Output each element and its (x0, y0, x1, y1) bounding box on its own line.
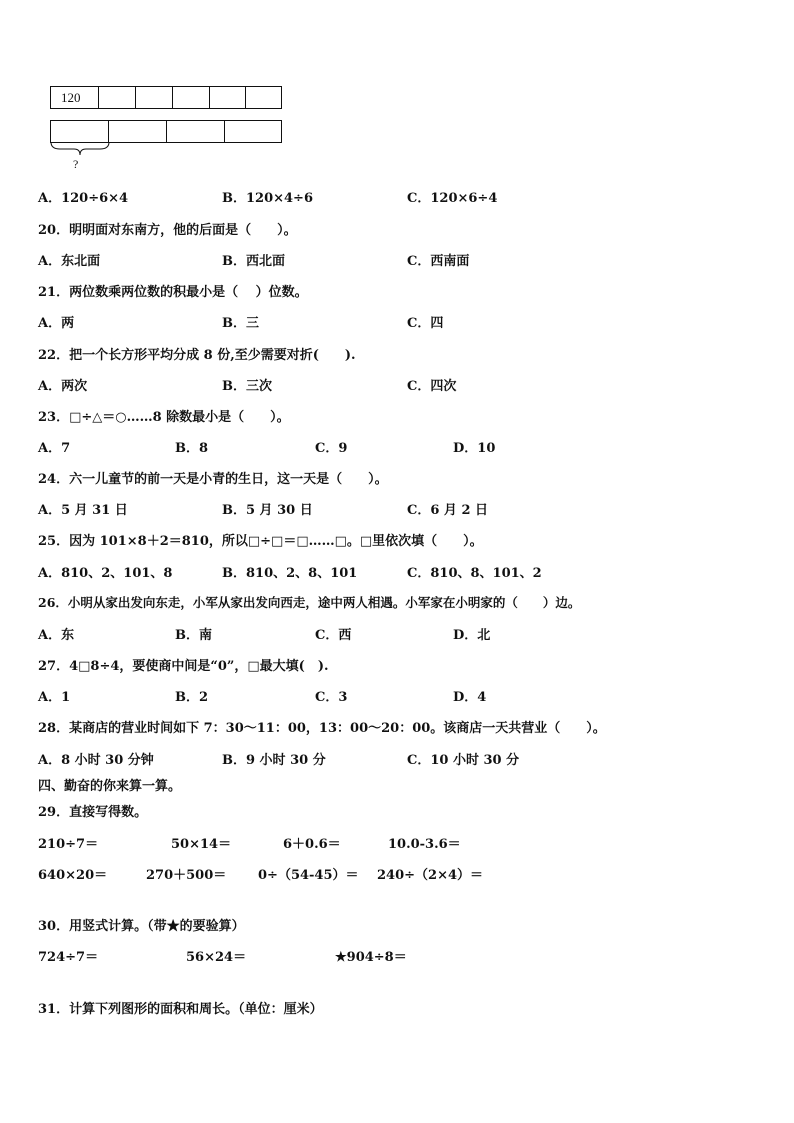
diagram-top-bar (50, 86, 282, 109)
q21-stem: 21．两位数乘两位数的积最小是（ ）位数。 (38, 285, 308, 300)
q25-option-b[interactable]: B．810、2、8、101 (222, 566, 358, 581)
q29-item: 0÷（54-45）＝ (258, 868, 359, 883)
diagram-bottom-cell (51, 121, 109, 142)
q27-option-a[interactable]: A．1 (38, 690, 71, 705)
q30-stem: 30．用竖式计算。（带★的要验算） (38, 919, 245, 934)
q20-option-c[interactable]: C．西南面 (407, 254, 470, 269)
q22-stem: 22．把一个长方形平均分成 8 份,至少需要对折( ). (38, 348, 356, 363)
q26-stem: 26．小明从家出发向东走，小军从家出发向西走，途中两人相遇。小军家在小明家的（ ）边。 (38, 595, 581, 610)
q28-stem: 28．某商店的营业时间如下 7：30～11：00，13：00～20：00。该商店一天共营业（ ）。 (38, 721, 606, 736)
q26-option-a[interactable]: A．东 (38, 628, 75, 643)
diagram-bottom-cell (109, 121, 167, 142)
q19-option-b[interactable]: B．120×4÷6 (222, 191, 314, 206)
q23-option-a[interactable]: A．7 (38, 441, 71, 456)
q27-option-b[interactable]: B．2 (175, 690, 209, 705)
q21-option-b[interactable]: B．三 (222, 316, 259, 331)
q20-option-b[interactable]: B．西北面 (222, 254, 285, 269)
section-heading: 四、勤奋的你来算一算。 (38, 779, 182, 794)
diagram-question-mark: ? (73, 157, 79, 171)
q30-item: 724÷7＝ (38, 950, 99, 965)
q27-option-c[interactable]: C．3 (315, 690, 348, 705)
q23-option-c[interactable]: C．9 (315, 441, 348, 456)
q20-stem: 20．明明面对东南方，他的后面是（ ）。 (38, 223, 297, 238)
q29-item: 210÷7＝ (38, 837, 99, 852)
q29-item: 640×20＝ (38, 868, 108, 883)
q29-item: 50×14＝ (171, 837, 232, 852)
q20-option-a[interactable]: A．东北面 (38, 254, 101, 269)
q26-option-c[interactable]: C．西 (315, 628, 352, 643)
diagram-top-cell (99, 87, 136, 108)
q23-option-b[interactable]: B．8 (175, 441, 209, 456)
diagram-top-cell (173, 87, 210, 108)
q30-item: ★904÷8＝ (335, 950, 407, 965)
diagram-top-cell (246, 87, 281, 108)
q27-option-d[interactable]: D．4 (453, 690, 487, 705)
q28-option-a[interactable]: A．8 小时 30 分钟 (38, 753, 154, 768)
q26-option-d[interactable]: D．北 (453, 628, 491, 643)
q24-option-b[interactable]: B．5 月 30 日 (222, 503, 313, 518)
q25-option-a[interactable]: A．810、2、101、8 (38, 566, 173, 581)
q21-option-a[interactable]: A．两 (38, 316, 75, 331)
q24-option-c[interactable]: C．6 月 2 日 (407, 503, 489, 518)
q30-item: 56×24＝ (186, 950, 247, 965)
q31-stem: 31．计算下列图形的面积和周长。（单位：厘米） (38, 1002, 323, 1017)
q29-item: 10.0-3.6＝ (388, 837, 461, 852)
q19-option-c[interactable]: C．120×6÷4 (407, 191, 498, 206)
q25-stem: 25．因为 101×8＋2＝810，所以□÷□＝□……□。□里依次填（ ）。 (38, 534, 483, 549)
q26-option-b[interactable]: B．南 (175, 628, 212, 643)
q29-stem: 29．直接写得数。 (38, 805, 148, 820)
diagram-top-cell: 120 (51, 87, 99, 108)
q24-stem: 24．六一儿童节的前一天是小青的生日，这一天是（ ）。 (38, 472, 388, 487)
diagram-bottom-bar (50, 120, 282, 143)
q29-item: 240÷（2×4）＝ (377, 868, 484, 883)
q23-stem: 23．□÷△＝○……8 除数最小是（ ）。 (38, 410, 290, 425)
diagram-top-cell (136, 87, 173, 108)
q29-item: 270＋500＝ (146, 868, 227, 883)
q22-option-a[interactable]: A．两次 (38, 379, 88, 394)
q28-option-c[interactable]: C．10 小时 30 分 (407, 753, 520, 768)
q22-option-b[interactable]: B．三次 (222, 379, 272, 394)
diagram-brace (48, 141, 112, 157)
q22-option-c[interactable]: C．四次 (407, 379, 457, 394)
q28-option-b[interactable]: B．9 小时 30 分 (222, 753, 326, 768)
q29-item: 6＋0.6＝ (283, 837, 341, 852)
q25-option-c[interactable]: C．810、8、101、2 (407, 566, 542, 581)
q21-option-c[interactable]: C．四 (407, 316, 444, 331)
diagram-bottom-cell (167, 121, 225, 142)
q23-option-d[interactable]: D．10 (453, 441, 496, 456)
q19-option-a[interactable]: A．120÷6×4 (38, 191, 129, 206)
diagram-top-cell (210, 87, 246, 108)
q24-option-a[interactable]: A．5 月 31 日 (38, 503, 128, 518)
diagram-bottom-cell (225, 121, 281, 142)
q27-stem: 27．4□8÷4，要使商中间是“0”，□最大填( ). (38, 659, 329, 674)
